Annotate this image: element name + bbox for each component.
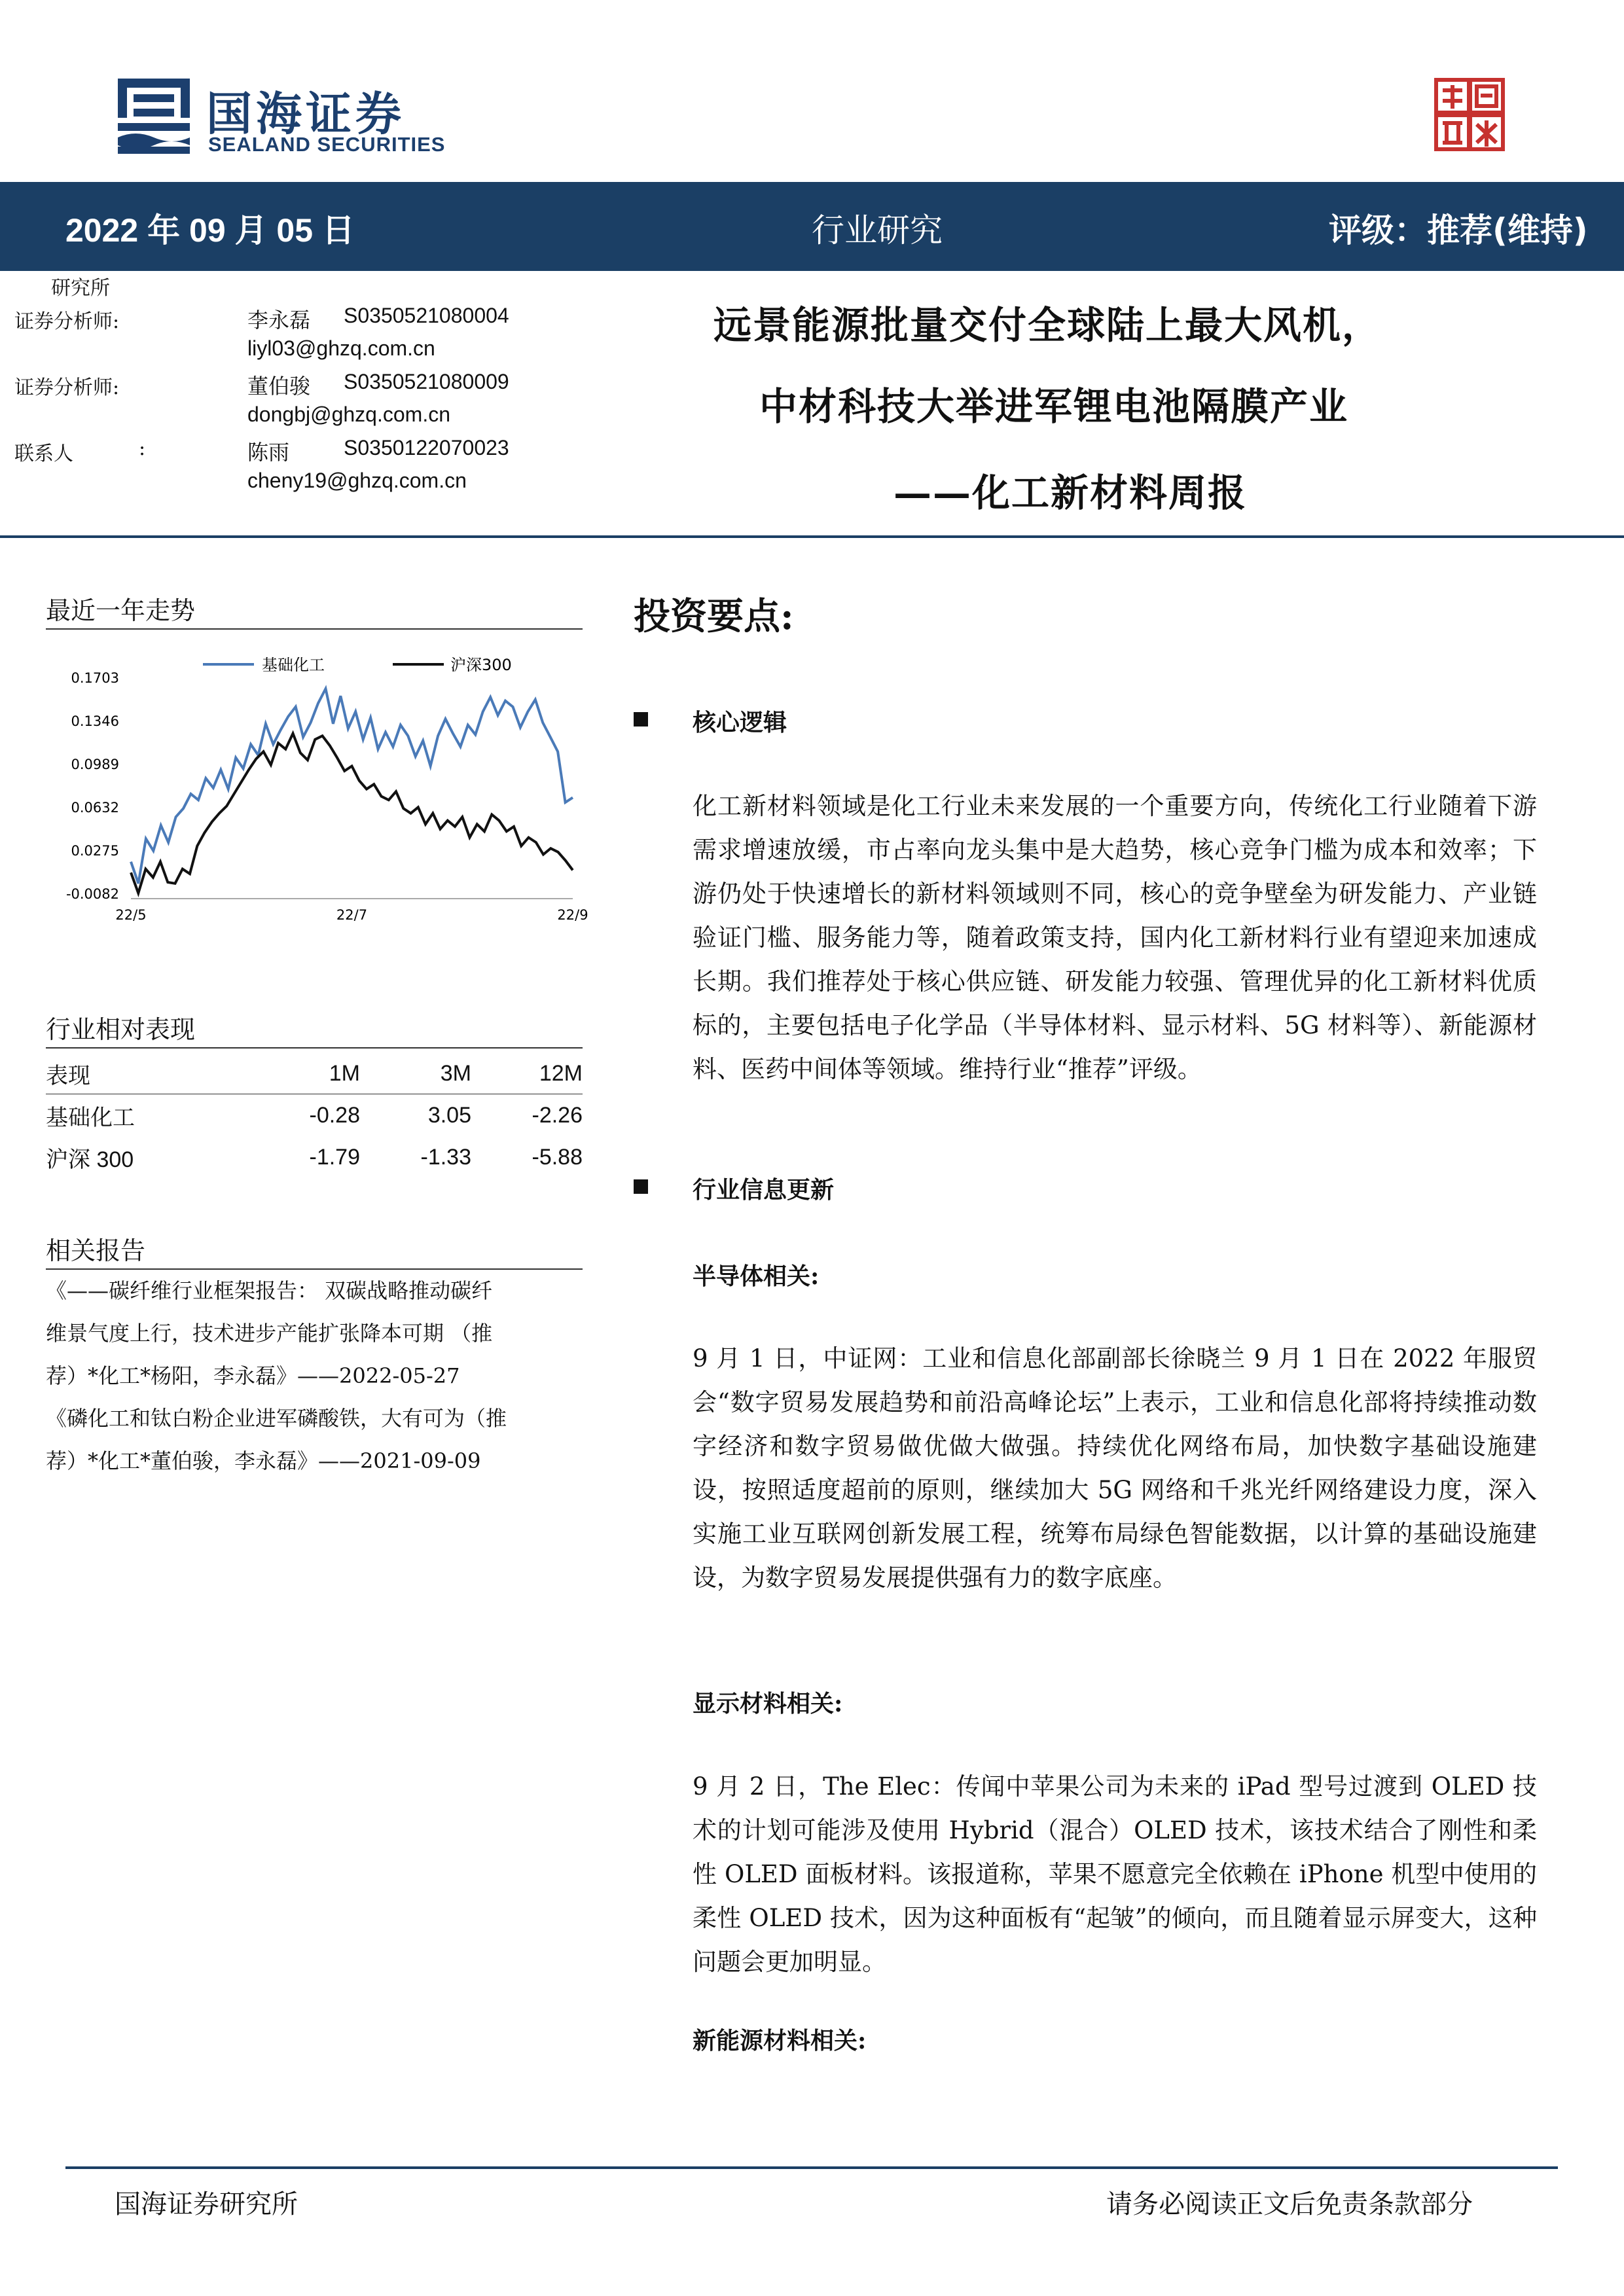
report-title-line1: 远景能源批量交付全球陆上最大风机， bbox=[713, 303, 1382, 348]
contact-email: cheny19@ghzq.com.cn bbox=[247, 469, 467, 492]
perf-cell: 3.05 bbox=[427, 1102, 471, 1128]
perf-table bbox=[46, 1052, 583, 1178]
y-tick-label: 0.0275 bbox=[71, 843, 119, 859]
analyst-name: 李永磊 bbox=[247, 308, 311, 332]
research-seal-icon bbox=[1434, 77, 1506, 152]
y-tick-label: 0.0989 bbox=[71, 757, 119, 772]
perf-row-label: 基础化工 bbox=[46, 1104, 135, 1131]
logo-chinese-name: 国海证券 bbox=[206, 87, 405, 141]
perf-header-row bbox=[46, 1052, 583, 1094]
institute-label: 研究所 bbox=[51, 277, 110, 300]
series-line-沪深300 bbox=[131, 734, 573, 893]
semiconductor-paragraph: 9 月 1 日，中证网：工业和信息化部副部长徐晓兰 9 月 1 日在 2022 年服贸会“数字贸易发展趋势和前沿高峰论坛”上表示，工业和信息化部将持续推动数字经济和数字贸易做优做大做强。持续优化网络布局，加快数字基础设施建设，按照适度超前的原则，继续加大 5G 网络和千兆光纤网络建设力度，深入实施工业互联网创新发展工程，统筹布局绿色智能数据，以计算的基础设施建设，为数字贸易发展提供强有力的数字底座。 bbox=[693, 1344, 1537, 1592]
perf-cell: -1.79 bbox=[309, 1144, 360, 1170]
footer-rule bbox=[65, 2166, 1558, 2169]
reports-list bbox=[46, 1270, 589, 1482]
x-tick-label: 22/5 bbox=[115, 907, 147, 923]
y-tick-label: 0.1346 bbox=[71, 713, 119, 729]
perf-col-header: 表现 bbox=[46, 1062, 90, 1089]
section-heading-industry-news: 行业信息更新 bbox=[693, 1176, 835, 1204]
x-tick-label: 22/9 bbox=[557, 907, 588, 923]
perf-cell: -5.88 bbox=[532, 1144, 583, 1170]
analyst-email: dongbj@ghzq.com.cn bbox=[247, 403, 450, 426]
perf-heading-rule bbox=[46, 1047, 583, 1049]
report-line[interactable]: 《磷化工和钛白粉企业进军磷酸铁，大有可为（推 bbox=[46, 1406, 507, 1431]
perf-col-header: 1M bbox=[329, 1060, 360, 1086]
analyst-name: 董伯骏 bbox=[247, 374, 311, 399]
contact-colon: : bbox=[139, 437, 146, 460]
analyst-cert: S0350521080009 bbox=[344, 370, 509, 393]
y-tick-label: -0.0082 bbox=[65, 886, 119, 902]
y-tick-label: 0.0632 bbox=[71, 800, 119, 816]
header-band-underline bbox=[0, 267, 1624, 271]
sealand-logo-icon bbox=[118, 79, 190, 154]
report-line[interactable]: 《——碳纤维行业框架报告： 双碳战略推动碳纤 bbox=[46, 1278, 493, 1303]
bullet-square-icon bbox=[634, 1179, 648, 1194]
report-rating: 评级：推荐(维持) bbox=[1329, 211, 1588, 249]
report-date: 2022 年 09 月 05 日 bbox=[65, 212, 355, 249]
contact-cert: S0350122070023 bbox=[344, 436, 509, 459]
analyst-role: 证券分析师: bbox=[14, 310, 120, 333]
bullet-square-icon bbox=[634, 712, 648, 726]
report-title-line2: 中材科技大举进军锂电池隔膜产业 bbox=[759, 384, 1349, 429]
trend-heading: 最近一年走势 bbox=[46, 596, 196, 625]
display-paragraph: 9 月 2 日，The Elec：传闻中苹果公司为未来的 iPad 型号过渡到 OLED 技术的计划可能涉及使用 Hybrid（混合）OLED 技术，该技术结合了刚性和柔性 OLED 面板材料。该报道称，苹果不愿意完全依赖在 iPhone 机型中使用的柔性 OLED 技术，因为这种面板有“起皱”的倾向，而且随着显示屏变大，这种问题会更加明显。 bbox=[693, 1772, 1537, 1976]
table-row bbox=[46, 1094, 583, 1136]
analyst-role: 证券分析师: bbox=[14, 376, 120, 399]
subheading-new-energy: 新能源材料相关: bbox=[693, 2027, 867, 2054]
report-line[interactable]: 维景气度上行，技术进步产能扩张降本可期 （推 bbox=[46, 1321, 493, 1346]
series-line-基础化工 bbox=[131, 689, 573, 884]
report-category: 行业研究 bbox=[812, 211, 943, 249]
report-line[interactable]: 荐）*化工*董伯骏，李永磊》——2021-09-09 bbox=[46, 1448, 481, 1473]
x-tick-label: 22/7 bbox=[336, 907, 368, 923]
report-subtitle: ——化工新材料周报 bbox=[893, 471, 1248, 515]
subheading-semiconductor: 半导体相关: bbox=[693, 1263, 820, 1290]
legend-label-basic-chem: 基础化工 bbox=[262, 656, 325, 674]
logo-english-name: SEALAND SECURITIES bbox=[208, 133, 446, 156]
perf-col-header: 3M bbox=[440, 1060, 471, 1086]
trend-chart bbox=[46, 638, 588, 926]
trend-heading-rule bbox=[46, 628, 583, 630]
y-tick-label: 0.1703 bbox=[71, 670, 119, 686]
report-line[interactable]: 荐）*化工*杨阳，李永磊》——2022-05-27 bbox=[46, 1363, 460, 1388]
header-divider bbox=[0, 535, 1624, 538]
perf-cell: -1.33 bbox=[420, 1144, 471, 1170]
perf-row-label: 沪深 300 bbox=[46, 1147, 134, 1172]
reports-heading: 相关报告 bbox=[46, 1236, 146, 1265]
perf-heading: 行业相对表现 bbox=[46, 1015, 196, 1044]
contact-name: 陈雨 bbox=[247, 440, 290, 465]
contact-role: 联系人 bbox=[14, 442, 73, 465]
perf-cell: -0.28 bbox=[309, 1102, 360, 1128]
section-heading-core-logic: 核心逻辑 bbox=[693, 709, 787, 736]
core-logic-paragraph: 化工新材料领域是化工行业未来发展的一个重要方向，传统化工行业随着下游需求增速放缓，市占率向龙头集中是大趋势，核心竞争门槛为成本和效率；下游仍处于快速增长的新材料领域则不同，核心的竞争壁垒为研发能力、产业链验证门槛、服务能力等，随着政策支持，国内化工新材料行业有望迎来加速成长期。我们推荐处于核心供应链、研发能力较强、管理优异的化工新材料优质标的，主要包括电子化学品（半导体材料、显示材料、5G 材料等）、新能源材料、医药中间体等领域。维持行业“推荐”评级。 bbox=[693, 792, 1537, 1083]
perf-col-header: 12M bbox=[539, 1060, 583, 1086]
subheading-display: 显示材料相关: bbox=[693, 1690, 843, 1717]
table-row bbox=[46, 1136, 583, 1178]
analyst-cert: S0350521080004 bbox=[344, 304, 509, 327]
footer-disclaimer[interactable]: 请务必阅读正文后免责条款部分 bbox=[1106, 2189, 1473, 2219]
key-points-title: 投资要点: bbox=[634, 595, 794, 638]
analyst-email: liyl03@ghzq.com.cn bbox=[247, 336, 435, 360]
legend-label-hs300: 沪深300 bbox=[450, 656, 512, 674]
perf-cell: -2.26 bbox=[532, 1102, 583, 1128]
footer-institute: 国海证券研究所 bbox=[115, 2189, 298, 2219]
